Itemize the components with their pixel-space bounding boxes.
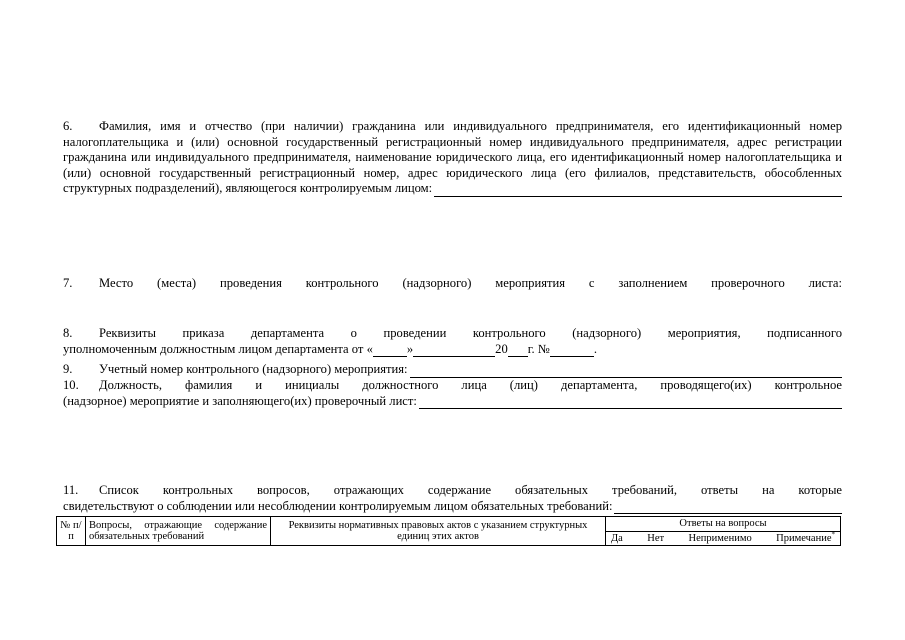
answer-na-header: Неприменимо	[688, 532, 752, 544]
paragraph-8-text: Реквизиты приказа департамента о проведении контрольного (надзорного) мероприятия, подписанного	[99, 326, 842, 340]
inspector-field[interactable]	[419, 396, 842, 409]
footnote-mark: *	[831, 530, 835, 538]
paragraph-7-text: Место (места) проведения контрольного (надзорного) мероприятия с заполнением проверочного листа:	[99, 276, 842, 290]
controlled-person-field[interactable]	[434, 184, 842, 197]
paragraph-7-number: 7.	[63, 276, 73, 290]
paragraph-11-text: Список контрольных вопросов, отражающих содержание обязательных требований, ответы на которые	[99, 483, 842, 497]
paragraph-8	[63, 326, 842, 357]
col-number-header: № п/п	[57, 517, 86, 546]
answer-note-label: Примечание	[776, 532, 832, 544]
paragraph-10-text: Должность, фамилия и инициалы должностного лица (лиц) департамента, проводящего(их) контрольное	[99, 378, 842, 392]
registration-number-field[interactable]	[410, 365, 842, 378]
paragraph-6-last-line: структурных подразделений), являющегося контролируемым лицом:	[63, 181, 433, 195]
order-day-field[interactable]	[373, 344, 407, 357]
paragraph-10-last-line: (надзорное) мероприятие и заполняющего(их) проверочный лист:	[63, 393, 417, 408]
paragraph-10	[63, 378, 842, 409]
paragraph-11-last-line: свидетельствуют о соблюдении или несоблюдении контролируемым лицом обязательных требований:	[63, 498, 613, 513]
order-year-field[interactable]	[508, 344, 528, 357]
paragraph-6-number: 6.	[63, 119, 73, 133]
requirements-field[interactable]	[614, 501, 842, 514]
paragraph-9	[63, 362, 842, 378]
paragraph-10-number: 10.	[63, 378, 79, 392]
paragraph-6	[63, 119, 842, 197]
questions-table	[56, 516, 841, 546]
paragraph-9-text: Учетный номер контрольного (надзорного) мероприятия:	[99, 362, 408, 376]
order-period: .	[593, 341, 597, 356]
answers-subheader	[606, 531, 841, 546]
paragraph-7	[63, 276, 842, 292]
paragraph-11	[63, 483, 842, 514]
paragraph-9-number: 9.	[63, 362, 73, 376]
order-year-prefix: 20	[495, 341, 508, 356]
answer-yes-header: Да	[611, 532, 623, 544]
order-date-prefix: уполномоченным должностным лицом департамента от «	[63, 341, 373, 356]
order-number-prefix: г. №	[527, 341, 550, 356]
col-refs-header: Реквизиты нормативных правовых актов с указанием структурных единиц этих актов	[271, 517, 606, 546]
col-questions-header: Вопросы, отражающие содержание обязательных требований	[86, 517, 271, 546]
order-month-field[interactable]	[413, 344, 495, 357]
paragraph-8-number: 8.	[63, 326, 73, 340]
answer-note-header	[776, 530, 835, 545]
order-quote-close: »	[406, 341, 414, 356]
order-number-field[interactable]	[550, 344, 594, 357]
paragraph-6-text: Фамилия, имя и отчество (при наличии) гражданина или индивидуального предпринимателя, его идентификационный номер налогоплательщика и (или) основной государственный регистрационный номер индивидуального предпринимателя, адрес регистрации гражданина или индивидуального предпринимателя, наименование юридического лица, его идентификационный номер налогоплательщика и (или) основной государственный регистрационный номер, адрес юридического лица (его филиалов, представительств, обособленных	[63, 119, 842, 180]
table-header-row	[57, 517, 841, 532]
col-answers-header: Ответы на вопросы	[606, 517, 841, 532]
answer-no-header: Нет	[647, 532, 665, 544]
paragraph-11-number: 11.	[63, 483, 79, 497]
